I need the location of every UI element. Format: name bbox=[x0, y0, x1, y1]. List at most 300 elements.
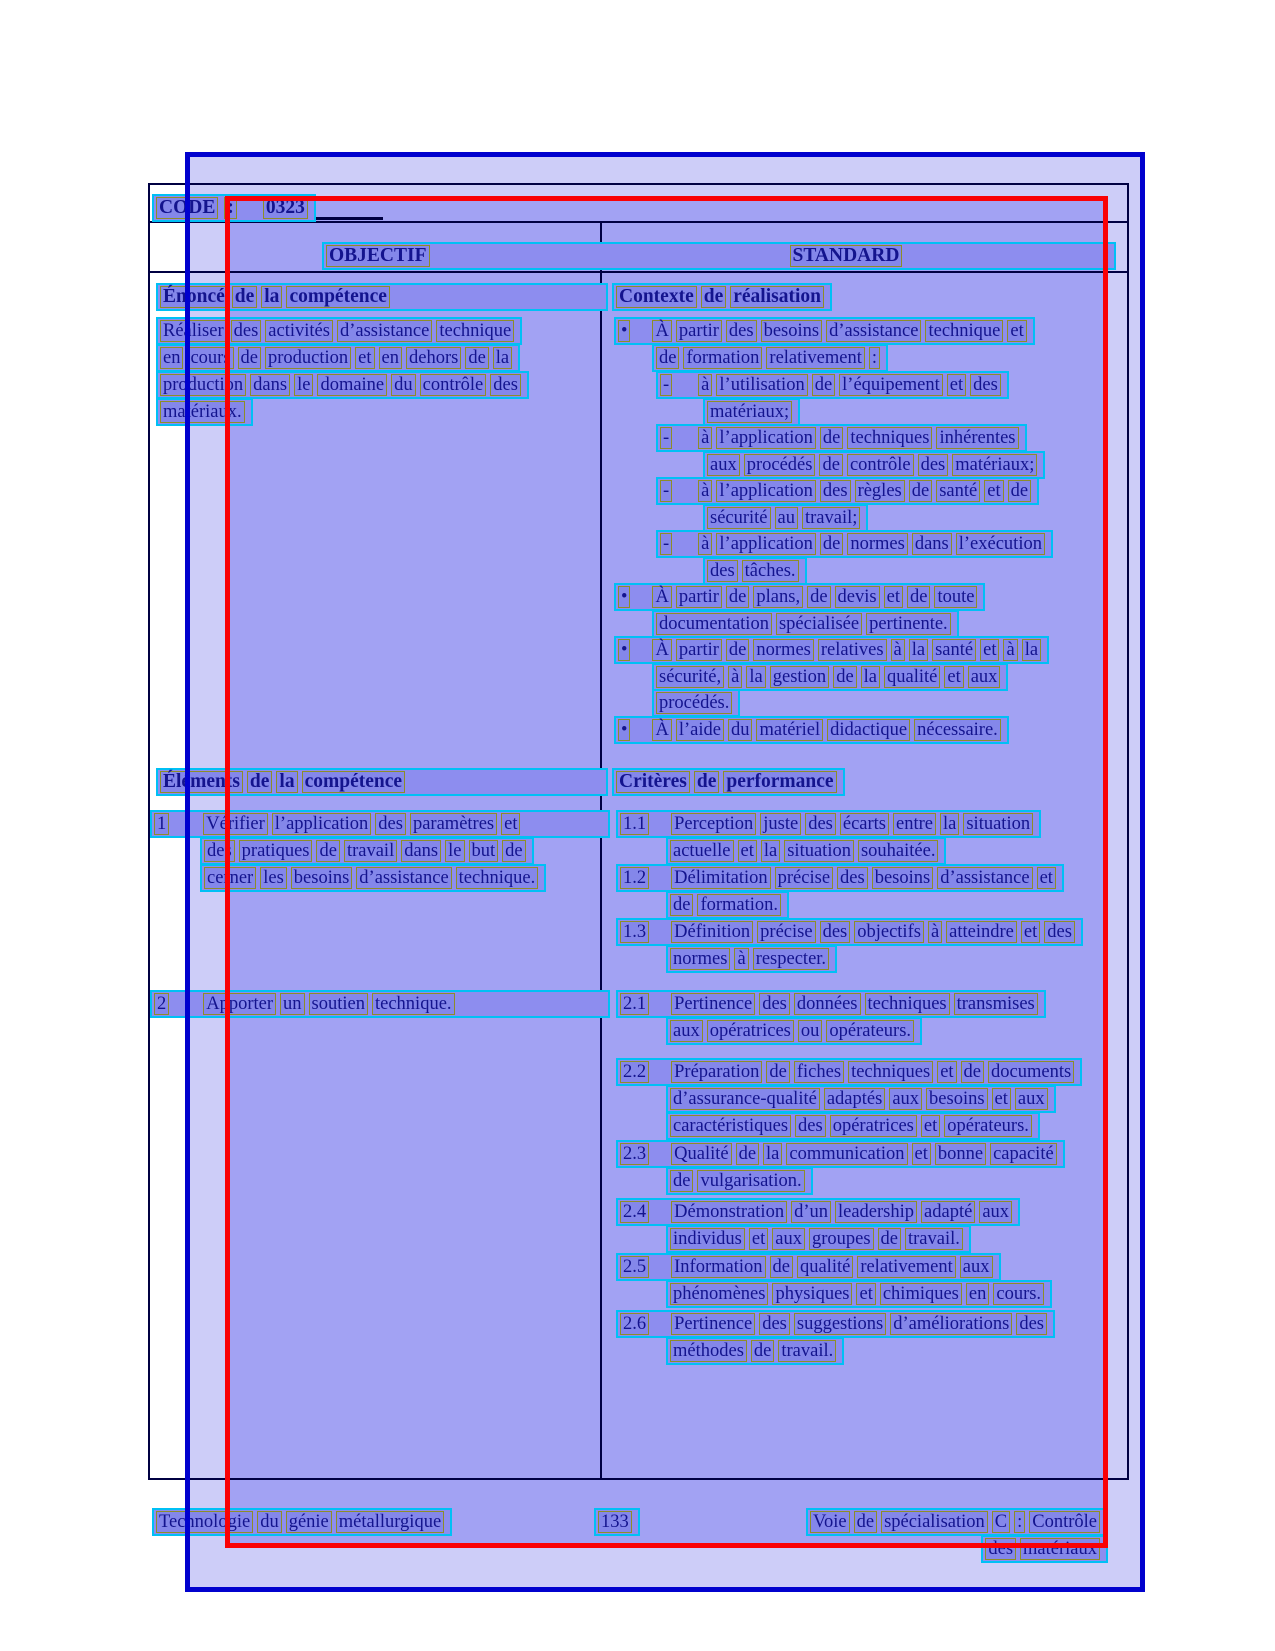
word-box: 2.3 bbox=[620, 1143, 649, 1165]
word-box: • bbox=[618, 586, 630, 608]
criteres-items-line bbox=[616, 1140, 1065, 1168]
word-box: et bbox=[944, 666, 963, 688]
word-box: le bbox=[294, 374, 313, 396]
word-box: Information bbox=[671, 1256, 765, 1278]
word-box: capacité bbox=[990, 1143, 1057, 1165]
table-border-top bbox=[148, 183, 1129, 185]
word-box: matériaux; bbox=[952, 454, 1037, 476]
line-highlight-box bbox=[150, 990, 610, 1018]
word-box: aux bbox=[968, 666, 1001, 688]
word-box: physiques bbox=[772, 1283, 852, 1305]
word-box: Contexte bbox=[616, 286, 697, 308]
criteres-items-line bbox=[616, 990, 1046, 1018]
word-box: travail. bbox=[905, 1228, 963, 1250]
word-box: et bbox=[501, 813, 520, 835]
line-highlight-box bbox=[322, 242, 1116, 270]
word-box: tâches. bbox=[742, 560, 799, 582]
word-box: de bbox=[907, 586, 930, 608]
line-highlight-box bbox=[666, 1280, 1052, 1308]
word-box: d’assurance-qualité bbox=[670, 1088, 820, 1110]
word-box: aux bbox=[670, 1020, 703, 1042]
word-box: leadership bbox=[835, 1201, 917, 1223]
word-box: soutien bbox=[309, 993, 368, 1015]
word-box: travail. bbox=[778, 1340, 836, 1362]
word-box: documents bbox=[988, 1061, 1074, 1083]
word-box: inhérentes bbox=[936, 427, 1018, 449]
word-box: à bbox=[698, 374, 712, 396]
word-box: À bbox=[652, 639, 671, 661]
line-highlight-box bbox=[616, 1310, 1055, 1338]
word-box: caractéristiques bbox=[670, 1115, 791, 1137]
line-highlight-box bbox=[666, 1337, 844, 1365]
word-box: : bbox=[869, 347, 880, 369]
line-highlight-box bbox=[156, 398, 253, 426]
line-highlight-box bbox=[156, 317, 522, 345]
word-box: compétence bbox=[302, 771, 405, 793]
line-highlight-box bbox=[614, 317, 1035, 345]
word-box: l’application bbox=[716, 533, 816, 555]
word-box: des bbox=[726, 320, 757, 342]
word-box: 2.6 bbox=[620, 1313, 649, 1335]
word-box: de bbox=[465, 347, 488, 369]
word-box: des bbox=[490, 374, 521, 396]
word-box: l’aide bbox=[676, 719, 724, 741]
line-highlight-box bbox=[703, 398, 800, 426]
word-box: des bbox=[918, 454, 949, 476]
word-box: des bbox=[805, 813, 836, 835]
word-box: l’équipement bbox=[839, 374, 943, 396]
contexte-items-line bbox=[703, 504, 868, 532]
word-box: 1 bbox=[154, 813, 169, 835]
word-box: des bbox=[231, 320, 262, 342]
word-box: sécurité, bbox=[656, 666, 724, 688]
word-box: partir bbox=[676, 639, 722, 661]
word-box: formation bbox=[683, 347, 762, 369]
word-box: 2.2 bbox=[620, 1061, 649, 1083]
criteres-heading-line bbox=[612, 768, 845, 796]
criteres-items-line bbox=[666, 1225, 971, 1253]
word-box: transmises bbox=[954, 993, 1038, 1015]
line-highlight-box bbox=[616, 1140, 1065, 1168]
word-box: de bbox=[820, 533, 843, 555]
word-box: - bbox=[660, 427, 672, 449]
word-box: pratiques bbox=[239, 840, 313, 862]
word-box: métallurgique bbox=[336, 1511, 444, 1533]
criteres-items-line bbox=[666, 945, 837, 973]
word-box: technique. bbox=[456, 867, 539, 889]
table-border-bottom bbox=[148, 1478, 1129, 1480]
word-box: et bbox=[355, 347, 374, 369]
elements-heading-line bbox=[156, 768, 608, 796]
line-highlight-box bbox=[666, 1017, 922, 1045]
word-box: écarts bbox=[840, 813, 889, 835]
word-box: techniques bbox=[865, 993, 950, 1015]
word-box: techniques bbox=[847, 427, 932, 449]
word-box: la bbox=[940, 813, 959, 835]
word-box: formation. bbox=[697, 894, 781, 916]
word-box: du bbox=[257, 1511, 282, 1533]
word-box: production bbox=[160, 374, 246, 396]
word-box: didactique bbox=[827, 719, 910, 741]
line-highlight-box bbox=[616, 810, 1041, 838]
footer-line bbox=[806, 1508, 1108, 1536]
word-box: gestion bbox=[770, 666, 829, 688]
criteres-items-line bbox=[616, 864, 1064, 892]
word-box: à bbox=[928, 921, 942, 943]
word-box: d’un bbox=[791, 1201, 831, 1223]
word-box: À bbox=[652, 586, 671, 608]
word-box: et bbox=[749, 1228, 768, 1250]
word-box: 2 bbox=[154, 993, 169, 1015]
word-box: Énoncé bbox=[160, 286, 228, 308]
word-box: santé bbox=[936, 480, 980, 502]
word-box: compétence bbox=[286, 286, 389, 308]
word-box: dans bbox=[250, 374, 290, 396]
enonce-body-line bbox=[156, 371, 529, 399]
word-box: 2.5 bbox=[620, 1256, 649, 1278]
word-box: juste bbox=[760, 813, 801, 835]
line-highlight-box bbox=[656, 371, 1009, 399]
word-box: suggestions bbox=[794, 1313, 886, 1335]
word-box: la bbox=[861, 666, 880, 688]
word-box: de bbox=[736, 1143, 759, 1165]
word-box: qualité bbox=[797, 1256, 853, 1278]
word-box: Définition bbox=[671, 921, 753, 943]
line-highlight-box bbox=[666, 837, 946, 865]
word-box: de bbox=[766, 1061, 789, 1083]
line-highlight-box bbox=[152, 194, 316, 222]
word-box: en bbox=[379, 347, 402, 369]
word-box: d’assistance bbox=[826, 320, 921, 342]
word-box: spécialisation bbox=[881, 1511, 988, 1533]
word-box: normes bbox=[847, 533, 907, 555]
contexte-items-line bbox=[656, 477, 1039, 505]
contexte-heading-line bbox=[612, 283, 832, 311]
word-box: opératrices bbox=[707, 1020, 794, 1042]
word-box: des bbox=[1016, 1313, 1047, 1335]
word-box: À bbox=[652, 320, 671, 342]
contexte-items-line bbox=[614, 636, 1049, 664]
line-highlight-box bbox=[666, 1167, 813, 1195]
word-box: Apporter bbox=[203, 993, 276, 1015]
line-highlight-box bbox=[652, 344, 888, 372]
word-box: phénomènes bbox=[670, 1283, 768, 1305]
contexte-items-line bbox=[652, 610, 959, 638]
word-box: la bbox=[909, 639, 928, 661]
word-box: et bbox=[738, 840, 757, 862]
word-box: partir bbox=[676, 320, 722, 342]
word-box: Délimitation bbox=[671, 867, 771, 889]
word-box: de bbox=[670, 894, 693, 916]
criteres-items-line bbox=[666, 837, 946, 865]
word-box: de bbox=[751, 1340, 774, 1362]
line-highlight-box bbox=[656, 530, 1053, 558]
word-box: précise bbox=[757, 921, 815, 943]
word-box: STANDARD bbox=[790, 245, 903, 267]
word-box: Contrôle bbox=[1029, 1511, 1100, 1533]
word-box: technique. bbox=[372, 993, 455, 1015]
word-box: opératrices bbox=[830, 1115, 917, 1137]
word-box: données bbox=[794, 993, 861, 1015]
word-box: respecter. bbox=[753, 948, 829, 970]
criteres-items-line bbox=[616, 1198, 1020, 1226]
word-box: atteindre bbox=[946, 921, 1017, 943]
word-box: devis bbox=[835, 586, 880, 608]
line-highlight-box bbox=[703, 504, 868, 532]
word-box: cours bbox=[187, 347, 233, 369]
contexte-items-line bbox=[614, 583, 985, 611]
word-box: Vérifier bbox=[203, 813, 268, 835]
word-box: matériaux; bbox=[707, 401, 792, 423]
criteres-items-line bbox=[666, 1017, 922, 1045]
line-highlight-box bbox=[666, 1085, 1056, 1113]
word-box: Pertinence bbox=[671, 1313, 755, 1335]
word-box: Qualité bbox=[671, 1143, 731, 1165]
word-box: la bbox=[746, 666, 765, 688]
elements-items-line bbox=[150, 990, 610, 1018]
word-box: opérateurs. bbox=[944, 1115, 1032, 1137]
word-box: relatives bbox=[818, 639, 887, 661]
contexte-items-line bbox=[614, 317, 1035, 345]
word-box: des bbox=[707, 560, 738, 582]
word-box: performance bbox=[723, 771, 836, 793]
word-box: et bbox=[921, 1115, 940, 1137]
word-box: paramètres bbox=[410, 813, 497, 835]
word-box: 1.1 bbox=[620, 813, 649, 835]
word-box: Perception bbox=[671, 813, 756, 835]
word-box: des bbox=[375, 813, 406, 835]
word-box: l’application bbox=[272, 813, 372, 835]
word-box: des bbox=[985, 1538, 1016, 1560]
word-box: situation bbox=[963, 813, 1033, 835]
word-box: et bbox=[1037, 867, 1056, 889]
word-box: d’assistance bbox=[937, 867, 1032, 889]
line-highlight-box bbox=[616, 918, 1083, 946]
word-box: Voie bbox=[810, 1511, 850, 1533]
line-highlight-box bbox=[616, 990, 1046, 1018]
word-box: cours. bbox=[993, 1283, 1044, 1305]
word-box: chimiques bbox=[880, 1283, 962, 1305]
word-box: bonne bbox=[935, 1143, 986, 1165]
word-box: toute bbox=[934, 586, 977, 608]
word-box: groupes bbox=[809, 1228, 874, 1250]
word-box: fiches bbox=[794, 1061, 844, 1083]
word-box: des bbox=[820, 480, 851, 502]
word-box: du bbox=[391, 374, 416, 396]
word-box: précise bbox=[775, 867, 833, 889]
word-box: des bbox=[759, 993, 790, 1015]
word-box: dehors bbox=[406, 347, 461, 369]
word-box: la bbox=[261, 286, 282, 308]
contexte-items-line bbox=[652, 344, 888, 372]
word-box: de bbox=[232, 286, 258, 308]
word-box: Pertinence bbox=[671, 993, 755, 1015]
word-box: plans, bbox=[753, 586, 803, 608]
criteres-items-line bbox=[666, 1280, 1052, 1308]
word-box: en bbox=[160, 347, 183, 369]
word-box: relativement bbox=[857, 1256, 955, 1278]
word-box: domaine bbox=[317, 374, 387, 396]
elements-items-line bbox=[200, 837, 534, 865]
word-box: à bbox=[728, 666, 742, 688]
word-box: la bbox=[761, 840, 780, 862]
word-box: Technologie bbox=[156, 1511, 253, 1533]
word-box: le bbox=[445, 840, 464, 862]
word-box: - bbox=[660, 533, 672, 555]
word-box: de bbox=[316, 840, 339, 862]
line-highlight-box bbox=[156, 283, 608, 311]
line-highlight-box bbox=[656, 424, 1027, 452]
word-box: À bbox=[652, 719, 671, 741]
word-box: procédés. bbox=[656, 692, 732, 714]
line-highlight-box bbox=[981, 1535, 1108, 1563]
word-box: 2.1 bbox=[620, 993, 649, 1015]
word-box: matériel bbox=[756, 719, 823, 741]
word-box: aux bbox=[707, 454, 740, 476]
word-box: de bbox=[770, 1256, 793, 1278]
enonce-body-line bbox=[156, 317, 522, 345]
word-box: contrôle bbox=[847, 454, 914, 476]
criteres-items-line bbox=[616, 1310, 1055, 1338]
word-box: aux bbox=[1015, 1088, 1048, 1110]
word-box: de bbox=[812, 374, 835, 396]
word-box: de bbox=[878, 1228, 901, 1250]
word-box: procédés bbox=[744, 454, 816, 476]
line-highlight-box bbox=[200, 837, 534, 865]
word-box: la bbox=[1022, 639, 1041, 661]
word-box: situation bbox=[784, 840, 854, 862]
word-box: dans bbox=[401, 840, 441, 862]
word-box: - bbox=[660, 374, 672, 396]
word-box: et bbox=[856, 1283, 875, 1305]
word-box: d’assistance bbox=[337, 320, 432, 342]
word-box: de bbox=[807, 586, 830, 608]
word-box: de bbox=[819, 454, 842, 476]
word-box: à bbox=[891, 639, 905, 661]
line-highlight-box bbox=[594, 1508, 640, 1536]
enonce-heading-line bbox=[156, 283, 608, 311]
line-highlight-box bbox=[806, 1508, 1108, 1536]
word-box: des bbox=[820, 921, 851, 943]
word-box: 2.4 bbox=[620, 1201, 649, 1223]
word-box: relativement bbox=[766, 347, 864, 369]
word-box: entre bbox=[893, 813, 936, 835]
word-box: ou bbox=[798, 1020, 823, 1042]
word-box: techniques bbox=[848, 1061, 933, 1083]
table-column-divider bbox=[600, 221, 602, 1479]
word-box: besoins bbox=[291, 867, 353, 889]
contexte-items-line bbox=[652, 663, 1008, 691]
word-box: spécialisée bbox=[776, 613, 862, 635]
line-highlight-box bbox=[666, 945, 837, 973]
word-box: OBJECTIF bbox=[326, 245, 430, 267]
word-box: Préparation bbox=[671, 1061, 762, 1083]
word-box: à bbox=[1003, 639, 1017, 661]
word-box: et bbox=[912, 1143, 931, 1165]
elements-items-line bbox=[150, 810, 610, 838]
word-box: la bbox=[493, 347, 512, 369]
word-box: C bbox=[992, 1511, 1010, 1533]
word-box: nécessaire. bbox=[914, 719, 1001, 741]
line-highlight-box bbox=[666, 1225, 971, 1253]
footer-line bbox=[594, 1508, 640, 1536]
word-box: à bbox=[698, 427, 712, 449]
word-box: de bbox=[656, 347, 679, 369]
word-box: vulgarisation. bbox=[697, 1170, 804, 1192]
word-box: de bbox=[726, 586, 749, 608]
word-box: et bbox=[980, 639, 999, 661]
word-box: objectifs bbox=[854, 921, 924, 943]
line-highlight-box bbox=[152, 1508, 452, 1536]
word-box: de bbox=[701, 286, 727, 308]
contexte-items-line bbox=[703, 398, 800, 426]
word-box: à bbox=[698, 480, 712, 502]
line-highlight-box bbox=[200, 864, 546, 892]
word-box: de bbox=[1008, 480, 1031, 502]
word-box: besoins bbox=[872, 867, 934, 889]
word-box: des bbox=[1044, 921, 1075, 943]
word-box: l’exécution bbox=[956, 533, 1045, 555]
word-box: santé bbox=[932, 639, 976, 661]
word-box: 133 bbox=[598, 1511, 632, 1533]
line-highlight-box bbox=[612, 768, 845, 796]
word-box: règles bbox=[855, 480, 905, 502]
word-box: matériaux. bbox=[160, 401, 245, 423]
word-box: aux bbox=[772, 1228, 805, 1250]
word-box: opérateurs. bbox=[826, 1020, 914, 1042]
word-box: technique bbox=[925, 320, 1003, 342]
criteres-items-line bbox=[616, 918, 1083, 946]
line-highlight-box bbox=[703, 451, 1045, 479]
word-box: d’améliorations bbox=[890, 1313, 1012, 1335]
word-box: qualité bbox=[884, 666, 940, 688]
line-highlight-box bbox=[652, 663, 1008, 691]
word-box: de bbox=[854, 1511, 877, 1533]
word-box: et bbox=[1021, 921, 1040, 943]
contexte-items-line bbox=[703, 557, 807, 585]
word-box: actuelle bbox=[670, 840, 734, 862]
line-highlight-box bbox=[652, 610, 959, 638]
contexte-items-line bbox=[614, 716, 1009, 744]
contexte-items-line bbox=[656, 371, 1009, 399]
word-box: • bbox=[618, 719, 630, 741]
line-highlight-box bbox=[150, 810, 610, 838]
line-highlight-box bbox=[656, 477, 1039, 505]
line-highlight-box bbox=[666, 891, 789, 919]
word-box: Réaliser bbox=[160, 320, 227, 342]
word-box: : bbox=[1014, 1511, 1025, 1533]
enonce-body-line bbox=[156, 398, 253, 426]
word-box: et bbox=[1007, 320, 1026, 342]
word-box: communication bbox=[786, 1143, 907, 1165]
word-box: 1.2 bbox=[620, 867, 649, 889]
word-box: dans bbox=[912, 533, 952, 555]
word-box: des bbox=[837, 867, 868, 889]
line-highlight-box bbox=[616, 1253, 1001, 1281]
word-box: et bbox=[984, 480, 1003, 502]
contexte-items-line bbox=[656, 530, 1053, 558]
word-box: de bbox=[247, 771, 273, 793]
criteres-items-line bbox=[616, 1253, 1001, 1281]
word-box: technique bbox=[436, 320, 514, 342]
line-highlight-box bbox=[666, 1112, 1040, 1140]
word-box: d’assistance bbox=[356, 867, 451, 889]
line-highlight-box bbox=[652, 689, 740, 717]
word-box: en bbox=[966, 1283, 989, 1305]
line-highlight-box bbox=[614, 583, 985, 611]
word-box: Éléments bbox=[160, 771, 243, 793]
word-box: du bbox=[728, 719, 753, 741]
